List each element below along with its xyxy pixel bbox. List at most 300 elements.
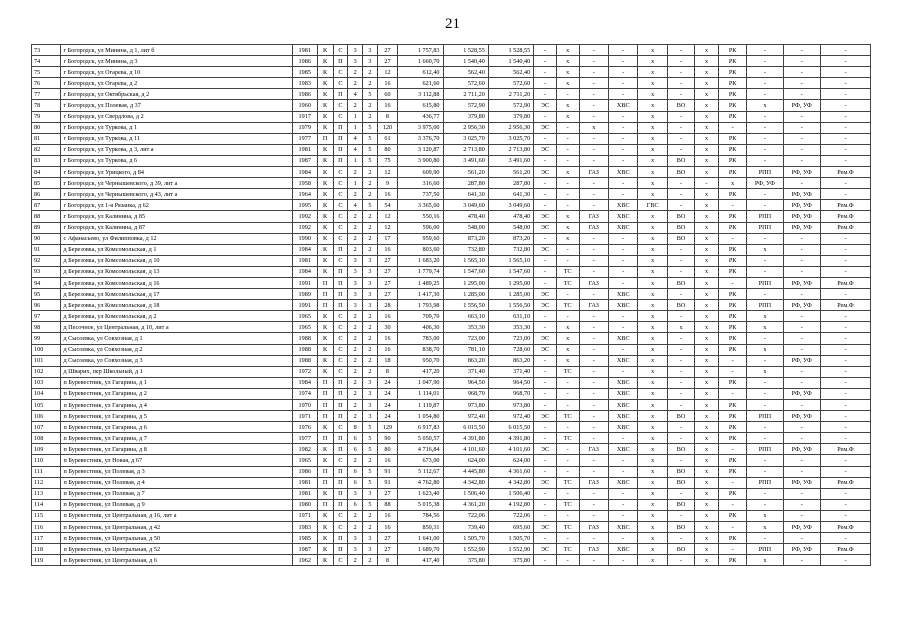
table-cell: ГАЗ (579, 477, 608, 488)
table-cell: - (718, 122, 746, 133)
table-cell: 3 (348, 544, 363, 555)
table-cell: 16 (377, 333, 397, 344)
table-cell: ТС (556, 544, 579, 555)
table-cell: К (317, 333, 333, 344)
table-cell: Рем.Ф (820, 167, 870, 178)
table-cell: - (609, 89, 638, 100)
table-cell: 2 (348, 400, 363, 411)
table-cell: - (667, 144, 694, 155)
table-cell: - (718, 477, 746, 488)
table-cell: 550,16 (398, 211, 443, 222)
table-cell: - (609, 122, 638, 133)
table-cell: 2 956,30 (488, 122, 533, 133)
table-cell: 60 (377, 89, 397, 100)
table-cell: х (638, 344, 667, 355)
table-cell: П (333, 477, 348, 488)
table-cell: П (333, 300, 348, 311)
table-cell: К (317, 510, 333, 521)
table-cell: ВО (667, 444, 694, 455)
table-cell: П (317, 289, 333, 300)
table-cell: 94 (32, 277, 61, 288)
table-cell: 737,50 (398, 189, 443, 200)
table-cell: 1 114,01 (398, 388, 443, 399)
table-cell: 2 (348, 522, 363, 533)
table-cell: - (783, 178, 820, 189)
table-cell: - (579, 366, 608, 377)
table-cell: ЭС (534, 167, 557, 178)
table-cell: 1989 (292, 289, 317, 300)
table-cell: - (556, 200, 579, 211)
table-row (32, 510, 871, 521)
table-cell: г Богородск, ул Урицкого, д 84 (61, 167, 292, 178)
table-cell: - (579, 388, 608, 399)
table-cell: - (579, 400, 608, 411)
table-cell: - (556, 289, 579, 300)
table-cell: К (317, 122, 333, 133)
table-cell: д Березовка, ул Комсомольская, д 18 (61, 300, 292, 311)
table-cell: ХВС (609, 522, 638, 533)
table-cell: 1 119,87 (398, 400, 443, 411)
table-cell: 4 361,20 (443, 499, 488, 510)
table-cell: К (317, 45, 333, 56)
table-cell: Рем.Ф (820, 277, 870, 288)
table-cell: - (783, 233, 820, 244)
table-cell: РПП (747, 277, 783, 288)
table-cell: 3 (348, 56, 363, 67)
table-cell: - (783, 455, 820, 466)
table-cell: 2 (363, 510, 378, 521)
table-cell: х (638, 477, 667, 488)
table-cell: Рем.Ф (820, 544, 870, 555)
table-cell: 732,80 (443, 244, 488, 255)
table-cell: х (695, 289, 719, 300)
table-cell: С (333, 555, 348, 566)
table-cell: 2 (363, 322, 378, 333)
table-cell: - (556, 388, 579, 399)
table-cell: К (317, 167, 333, 178)
table-cell: 2 (348, 189, 363, 200)
table-cell: 663,10 (443, 311, 488, 322)
table-cell: - (579, 56, 608, 67)
table-cell: 375,80 (488, 555, 533, 566)
table-cell: 287,80 (443, 178, 488, 189)
table-cell: РПП (747, 222, 783, 233)
table-cell: 728,60 (488, 344, 533, 355)
table-cell: - (783, 89, 820, 100)
table-cell: ВО (667, 155, 694, 166)
table-cell: П (333, 433, 348, 444)
table-row (32, 455, 871, 466)
table-cell: РПП (747, 544, 783, 555)
table-row (32, 155, 871, 166)
table-cell: 572,60 (443, 78, 488, 89)
housing-register-table (31, 44, 871, 566)
table-cell: 2 (348, 366, 363, 377)
table-cell: - (667, 89, 694, 100)
table-cell: - (667, 366, 694, 377)
table-cell: д Березовка, ул Комсомольская, д 17 (61, 289, 292, 300)
table-cell: РК (718, 56, 746, 67)
table-cell: - (667, 255, 694, 266)
table-cell: С (333, 211, 348, 222)
table-cell: - (747, 355, 783, 366)
table-cell: - (747, 45, 783, 56)
table-cell: 2 (348, 333, 363, 344)
table-cell: 1982 (292, 444, 317, 455)
table-cell: Рем.Ф (820, 477, 870, 488)
table-cell: 1977 (292, 133, 317, 144)
table-cell: 3 025,70 (443, 133, 488, 144)
table-cell: х (638, 488, 667, 499)
table-cell: 1917 (292, 111, 317, 122)
table-cell: - (820, 178, 870, 189)
table-cell: П (317, 499, 333, 510)
table-cell: РК (718, 377, 746, 388)
table-cell: ВО (667, 167, 694, 178)
table-cell: РФ, УФ (783, 167, 820, 178)
table-cell: - (579, 89, 608, 100)
table-cell: 1 047,90 (398, 377, 443, 388)
table-cell: 2 711,20 (488, 89, 533, 100)
table-cell: 1991 (292, 300, 317, 311)
table-row (32, 233, 871, 244)
table-cell: 1965 (292, 322, 317, 333)
table-cell: - (579, 144, 608, 155)
table-cell: П (317, 400, 333, 411)
table-cell: 5 (363, 155, 378, 166)
table-cell: х (638, 211, 667, 222)
table-cell: 1 (348, 122, 363, 133)
table-cell: 722,06 (488, 510, 533, 521)
table-cell: - (783, 133, 820, 144)
table-cell: 2 (348, 322, 363, 333)
table-cell: 4 361,60 (488, 466, 533, 477)
table-cell: ТС (556, 433, 579, 444)
table-cell: - (579, 78, 608, 89)
table-cell: 90 (377, 433, 397, 444)
table-cell: - (667, 200, 694, 211)
table-cell: ГАЗ (579, 522, 608, 533)
table-cell: 562,40 (443, 67, 488, 78)
table-cell: 8 (377, 111, 397, 122)
table-cell: х (638, 333, 667, 344)
table-cell: 1987 (292, 155, 317, 166)
table-cell: - (747, 433, 783, 444)
table-cell: - (534, 355, 557, 366)
table-cell: х (556, 56, 579, 67)
table-cell: 3 (348, 488, 363, 499)
table-cell: РК (718, 433, 746, 444)
table-cell: - (556, 533, 579, 544)
table-cell: ГАЗ (579, 277, 608, 288)
table-cell: д Березовка, ул Комсомольская, д 1 (61, 244, 292, 255)
table-cell: ТС (556, 300, 579, 311)
table-cell: П (333, 499, 348, 510)
table-cell: х (695, 222, 719, 233)
table-cell: П (317, 477, 333, 488)
table-cell: 1 565,10 (443, 255, 488, 266)
table-cell: - (747, 422, 783, 433)
table-cell: 1992 (292, 211, 317, 222)
table-cell: - (534, 388, 557, 399)
table-cell: - (783, 533, 820, 544)
table-cell: РПП (747, 444, 783, 455)
table-cell: д Березовка, ул Комсомольская, д 2 (61, 311, 292, 322)
table-cell: - (667, 344, 694, 355)
table-cell: - (783, 333, 820, 344)
table-cell: - (747, 133, 783, 144)
table-cell: 972,40 (488, 411, 533, 422)
table-cell: п Буревестник, ул Гагарина, д 5 (61, 411, 292, 422)
table-cell: 803,60 (398, 244, 443, 255)
table-cell: х (556, 100, 579, 111)
table-cell: П (333, 133, 348, 144)
table-cell: 27 (377, 255, 397, 266)
table-row (32, 144, 871, 155)
table-cell: - (783, 433, 820, 444)
table-cell: - (820, 244, 870, 255)
table-cell: 973,80 (443, 400, 488, 411)
table-cell: х (718, 178, 746, 189)
table-cell: 1992 (292, 222, 317, 233)
table-cell: - (556, 311, 579, 322)
table-cell: П (333, 122, 348, 133)
table-cell: - (667, 400, 694, 411)
table-cell: 609,90 (398, 167, 443, 178)
table-cell: П (333, 444, 348, 455)
table-cell: П (333, 155, 348, 166)
table-cell: 2 (348, 211, 363, 222)
table-cell: К (317, 355, 333, 366)
table-cell: х (695, 333, 719, 344)
table-row (32, 344, 871, 355)
table-cell: 2 (363, 67, 378, 78)
table-cell: 3 900,80 (398, 155, 443, 166)
table-cell: - (534, 133, 557, 144)
table-cell: 1970 (292, 400, 317, 411)
table-cell: РПП (747, 300, 783, 311)
table-cell: 2 (348, 167, 363, 178)
table-cell: - (820, 366, 870, 377)
table-cell: К (317, 100, 333, 111)
table-cell: - (579, 466, 608, 477)
table-cell: П (333, 56, 348, 67)
table-row (32, 266, 871, 277)
table-cell: - (820, 377, 870, 388)
table-cell: 968,70 (488, 388, 533, 399)
table-cell: х (556, 344, 579, 355)
table-cell: 3 975,00 (398, 122, 443, 133)
table-cell: С (333, 222, 348, 233)
table-cell: х (638, 466, 667, 477)
table-cell: - (667, 533, 694, 544)
table-cell: 3 (363, 488, 378, 499)
table-cell: ЭС (534, 222, 557, 233)
table-cell: 3 (363, 533, 378, 544)
table-cell: - (747, 144, 783, 155)
table-cell: 16 (377, 455, 397, 466)
table-cell: РК (718, 422, 746, 433)
table-cell: К (317, 178, 333, 189)
table-cell: 2 (363, 522, 378, 533)
table-cell: - (783, 266, 820, 277)
table-cell: 732,80 (488, 244, 533, 255)
table-cell: 4 (348, 89, 363, 100)
table-body (32, 45, 871, 566)
table-cell: - (820, 67, 870, 78)
table-cell: 5 (363, 144, 378, 155)
table-cell: 2 (348, 344, 363, 355)
table-cell: - (556, 189, 579, 200)
table-row (32, 244, 871, 255)
table-cell: - (609, 78, 638, 89)
table-cell: - (556, 444, 579, 455)
table-cell: х (556, 78, 579, 89)
table-cell: х (638, 388, 667, 399)
table-cell: 3 491,60 (488, 155, 533, 166)
table-cell: ХВС (609, 411, 638, 422)
table-cell: К (317, 200, 333, 211)
table-cell: 3 112,88 (398, 89, 443, 100)
table-cell: 1986 (292, 466, 317, 477)
table-cell: х (695, 422, 719, 433)
table-cell: РК (718, 333, 746, 344)
table-cell: - (747, 499, 783, 510)
table-cell: х (695, 510, 719, 521)
table-cell: х (556, 111, 579, 122)
table-cell: 1 540,40 (488, 56, 533, 67)
table-cell: П (333, 289, 348, 300)
table-cell: 572,90 (443, 100, 488, 111)
table-cell: 101 (32, 355, 61, 366)
table-cell: 30 (377, 322, 397, 333)
table-cell: 97 (32, 311, 61, 322)
table-row (32, 499, 871, 510)
table-cell: - (534, 233, 557, 244)
table-cell: С (333, 311, 348, 322)
table-cell: 4 445,80 (443, 466, 488, 477)
table-cell: ГАЗ (579, 300, 608, 311)
table-cell: 850,31 (398, 522, 443, 533)
table-cell: ГАЗ (579, 167, 608, 178)
table-cell: 1 641,00 (398, 533, 443, 544)
table-cell: РК (718, 300, 746, 311)
table-cell: 1 547,60 (488, 266, 533, 277)
table-cell: 548,00 (443, 222, 488, 233)
table-cell: ВО (667, 233, 694, 244)
table-cell: х (747, 311, 783, 322)
table-cell: - (747, 78, 783, 89)
table-cell: 5 050,57 (398, 433, 443, 444)
table-cell: х (695, 466, 719, 477)
table-cell: 4 (348, 133, 363, 144)
table-row (32, 311, 871, 322)
table-cell: 3 (363, 289, 378, 300)
table-cell: С (333, 167, 348, 178)
table-cell: х (638, 167, 667, 178)
table-cell: 3 049,60 (443, 200, 488, 211)
table-cell: 27 (377, 56, 397, 67)
table-cell: 87 (32, 200, 61, 211)
table-cell: - (783, 510, 820, 521)
table-cell: 612,40 (398, 67, 443, 78)
table-cell: 24 (377, 377, 397, 388)
table-cell: - (820, 155, 870, 166)
table-cell: 16 (377, 244, 397, 255)
table-cell: 3 (348, 277, 363, 288)
table-cell: ТС (556, 477, 579, 488)
table-cell: 3 (348, 255, 363, 266)
table-row (32, 411, 871, 422)
table-cell: 838,70 (398, 344, 443, 355)
table-cell: 27 (377, 488, 397, 499)
table-cell: п Буревестник, ул Гагарина, д 1 (61, 377, 292, 388)
table-cell: 615,80 (398, 100, 443, 111)
table-cell: 81 (32, 133, 61, 144)
table-cell: г Богородск, ул Чернышевского, д 43, лит а (61, 189, 292, 200)
table-cell: К (317, 89, 333, 100)
table-cell: х (638, 555, 667, 566)
table-row (32, 466, 871, 477)
table-cell: 478,40 (488, 211, 533, 222)
table-cell: РФ, УФ (783, 189, 820, 200)
table-cell: 379,80 (443, 111, 488, 122)
table-cell: К (317, 244, 333, 255)
table-cell: х (747, 510, 783, 521)
table-cell: - (534, 499, 557, 510)
table-cell: 5 (363, 499, 378, 510)
table-cell: РФ, УФ (783, 300, 820, 311)
table-cell: - (556, 400, 579, 411)
table-cell: 5 (363, 477, 378, 488)
table-cell: РК (718, 266, 746, 277)
table-cell: х (695, 411, 719, 422)
table-cell: ГАЗ (579, 222, 608, 233)
table-cell: 2 (348, 78, 363, 89)
table-cell: 1981 (292, 144, 317, 155)
table-cell: - (747, 67, 783, 78)
table-cell: - (609, 155, 638, 166)
table-cell: г Богородск, ул Полевая, д 37 (61, 100, 292, 111)
table-cell: 91 (32, 244, 61, 255)
table-cell: 2 (348, 233, 363, 244)
table-cell: 2 (348, 244, 363, 255)
table-cell: - (718, 355, 746, 366)
table-cell: РК (718, 89, 746, 100)
table-cell: - (718, 233, 746, 244)
table-cell: 2 (348, 555, 363, 566)
table-cell: 3 (363, 300, 378, 311)
table-cell: х (556, 355, 579, 366)
table-cell: - (667, 488, 694, 499)
table-cell: 2 (363, 78, 378, 89)
table-cell: 722,06 (443, 510, 488, 521)
table-cell: 371,40 (443, 366, 488, 377)
table-cell: 27 (377, 277, 397, 288)
table-cell: 417,40 (398, 555, 443, 566)
table-cell: 3 025,70 (488, 133, 533, 144)
table-cell: 112 (32, 477, 61, 488)
table-cell: П (333, 544, 348, 555)
table-cell: х (695, 300, 719, 311)
table-cell: 1 556,50 (488, 300, 533, 311)
table-cell: П (333, 377, 348, 388)
table-row (32, 277, 871, 288)
table-row (32, 322, 871, 333)
table-row (32, 444, 871, 455)
table-cell: г Богородск, ул Калинина, д 87 (61, 222, 292, 233)
table-cell: п Буревестник, ул Гагарина, д 8 (61, 444, 292, 455)
